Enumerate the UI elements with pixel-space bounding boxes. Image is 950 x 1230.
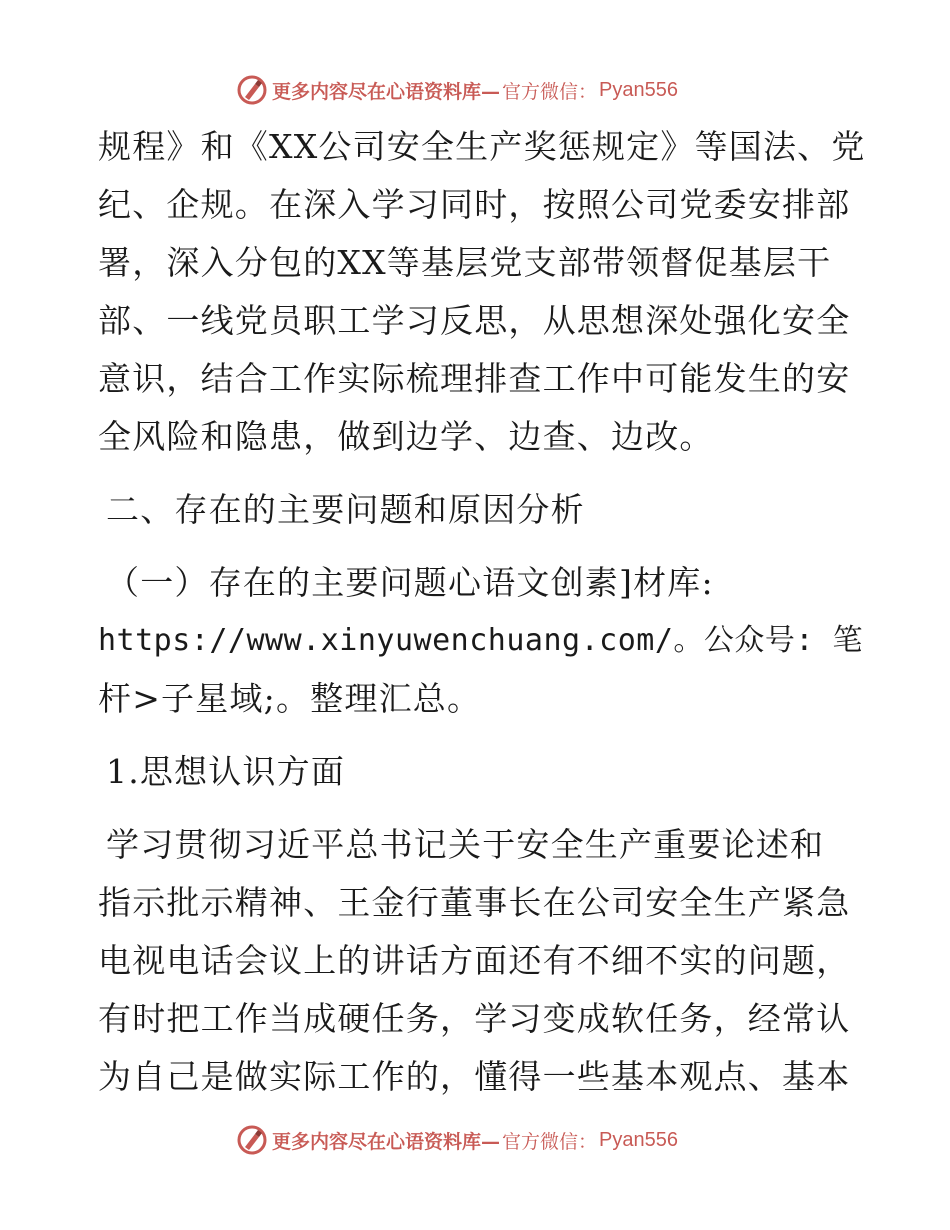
- body-line: 为自己是做实际工作的，懂得一些基本观点、基本: [98, 1057, 851, 1096]
- body-line: 电视电话会议上的讲话方面还有不细不实的问题，: [98, 941, 851, 980]
- body-line: 指示批示精神、王金行董事长在公司安全生产紧急: [98, 883, 851, 922]
- pen-circle-logo-icon: [236, 1124, 268, 1156]
- watermark-site-text: 更多内容尽在心语资料库—: [272, 1130, 501, 1153]
- pen-circle-logo-icon: [236, 74, 268, 106]
- watermark-wechat-label: 官方微信：: [502, 1130, 598, 1153]
- body-line: 有时把工作当成硬任务，学习变成软任务，经常认: [98, 999, 851, 1038]
- watermark-wechat-label: 官方微信：: [502, 80, 598, 103]
- body-line: 杆>子星域;。整理汇总。: [98, 679, 482, 718]
- watermark-site-text: 更多内容尽在心语资料库—: [272, 80, 501, 103]
- body-line: 学习贯彻习近平总书记关于安全生产重要论述和: [106, 825, 825, 864]
- body-line: 意识，结合工作实际梳理排查工作中可能发生的安: [98, 359, 851, 398]
- item-heading: 1.思想认识方面: [106, 752, 346, 791]
- subsection-heading: （一）存在的主要问题心语文创素]材库:: [106, 563, 714, 602]
- footer-watermark: [236, 1123, 678, 1157]
- body-line: 纪、企规。在深入学习同时，按照公司党委安排部: [98, 185, 851, 224]
- header-watermark: [236, 73, 678, 107]
- watermark-wechat-id: Pyan556: [599, 1128, 678, 1151]
- body-line: 部、一线党员职工学习反思，从思想深处强化安全: [98, 301, 851, 340]
- section-heading: 二、存在的主要问题和原因分析: [106, 490, 585, 529]
- watermark-wechat-id: Pyan556: [599, 78, 678, 101]
- body-line: 规程》和《XX公司安全生产奖惩规定》等国法、党: [98, 127, 866, 166]
- url-text-line: https://www.xinyuwenchuang.com/。公众号: 笔: [98, 623, 864, 658]
- body-line: 全风险和隐患，做到边学、边查、边改。: [98, 417, 714, 456]
- document-body: [98, 118, 866, 1106]
- body-line: 署，深入分包的XX等基层党支部带领督促基层干: [98, 243, 832, 282]
